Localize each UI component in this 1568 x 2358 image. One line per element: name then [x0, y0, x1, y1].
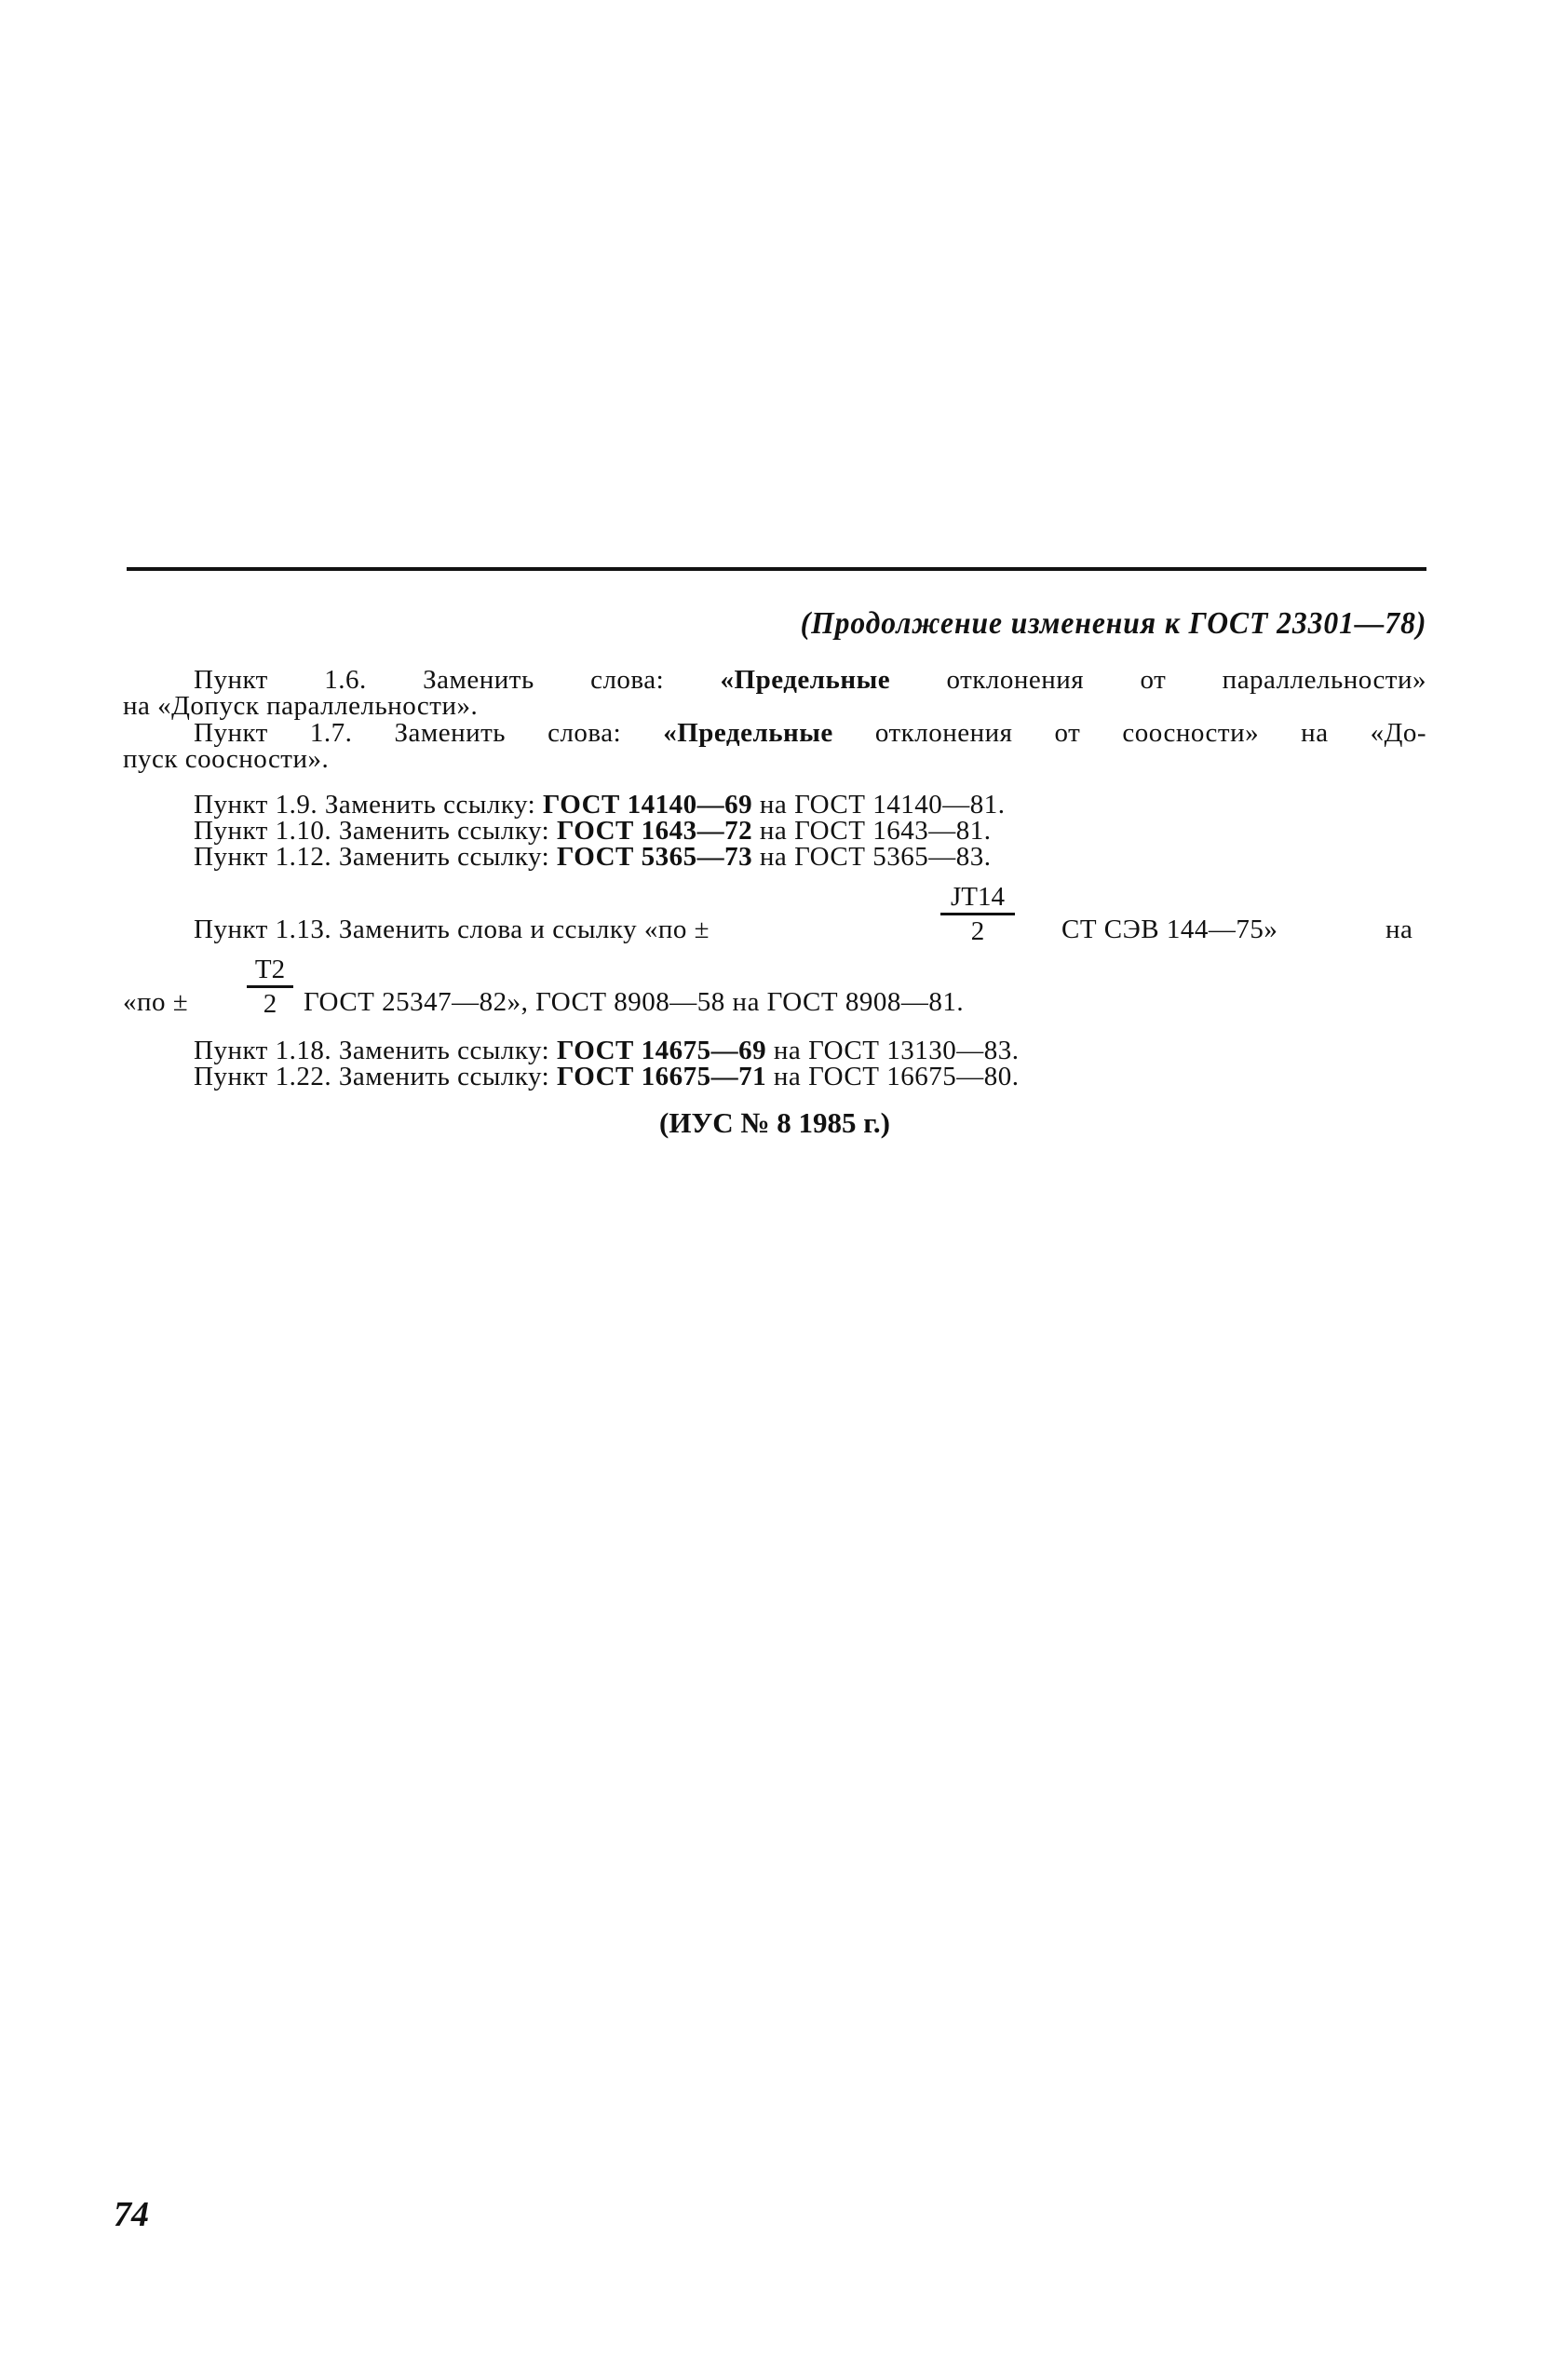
new-reference: ГОСТ 14140—81.	[794, 790, 1006, 820]
item-label: Пункт 1.9.	[194, 790, 318, 820]
item-action: Заменить ссылку:	[338, 1062, 550, 1091]
fraction-numerator: T2	[254, 955, 286, 984]
new-reference: ГОСТ 13130—83.	[808, 1036, 1020, 1065]
item-1-13-old-reference: СТ СЭВ 144—75»	[1061, 915, 1278, 944]
conjunction: на	[759, 790, 788, 820]
top-rule	[127, 567, 1426, 571]
fraction-t2-over-2	[247, 955, 293, 1018]
conjunction: на	[759, 842, 788, 872]
item-1-13-new-references: ГОСТ 25347—82», ГОСТ 8908—58 на ГОСТ 8908—81.	[304, 987, 965, 1017]
item-label: Пункт 1.12.	[194, 842, 332, 872]
old-reference: ГОСТ 16675—71	[556, 1062, 767, 1091]
item-quote-rest: отклонения от параллельности»	[946, 665, 1427, 695]
ius-reference: (ИУС № 8 1985 г.)	[659, 1106, 890, 1139]
old-reference: ГОСТ 5365—73	[556, 842, 753, 872]
fraction-bar	[940, 913, 1015, 915]
item-action: Заменить слова:	[394, 718, 622, 748]
item-label: Пункт 1.13.	[194, 915, 332, 944]
item-quote-start: «Предельные	[663, 718, 833, 748]
fraction-bar	[247, 985, 293, 988]
item-action: Заменить ссылку:	[338, 816, 550, 846]
item-1-13-conjunction: на	[1386, 915, 1413, 944]
fraction-numerator: JT14	[951, 882, 1005, 912]
item-1-13-text	[194, 915, 710, 944]
fraction-denominator: 2	[970, 916, 985, 946]
item-action: Заменить слова:	[423, 665, 665, 695]
item-label: Пункт 1.7.	[194, 718, 353, 748]
page-number: 74	[114, 2195, 149, 2234]
old-reference: ГОСТ 14140—69	[542, 790, 753, 820]
item-action: Заменить ссылку:	[338, 842, 550, 872]
item-action: Заменить слова и ссылку «по ±	[338, 915, 710, 944]
continuation-heading: (Продолжение изменения к ГОСТ 23301—78)	[800, 606, 1426, 641]
item-action: Заменить ссылку:	[324, 790, 536, 820]
new-reference: ГОСТ 1643—81.	[794, 816, 992, 846]
conjunction: на	[773, 1062, 802, 1091]
conjunction: на	[759, 816, 788, 846]
item-label: Пункт 1.18.	[194, 1036, 332, 1065]
old-reference: ГОСТ 14675—69	[556, 1036, 767, 1065]
item-quote-start: «Предельные	[720, 665, 891, 695]
new-reference: ГОСТ 5365—83.	[794, 842, 992, 872]
fraction-denominator: 2	[263, 989, 277, 1019]
item-quote-rest: отклонения от соосности» на «До-	[874, 718, 1427, 748]
item-label: Пункт 1.22.	[194, 1062, 332, 1091]
fraction-jt14-over-2	[940, 883, 1015, 945]
new-reference: ГОСТ 16675—80.	[808, 1062, 1020, 1091]
item-1-12	[194, 842, 1426, 872]
item-1-6-line-2: на «Допуск параллельности».	[123, 691, 479, 721]
old-reference: ГОСТ 1643—72	[556, 816, 753, 846]
item-label: Пункт 1.10.	[194, 816, 332, 846]
conjunction: на	[773, 1036, 802, 1065]
source-reference	[123, 1106, 1426, 1140]
item-1-13-line-2-start: «по ±	[123, 987, 189, 1017]
item-action: Заменить ссылку:	[338, 1036, 550, 1065]
item-1-7-line-2: пуск соосности».	[123, 744, 330, 774]
item-1-22	[194, 1062, 1426, 1091]
item-label: Пункт 1.6.	[194, 665, 367, 695]
